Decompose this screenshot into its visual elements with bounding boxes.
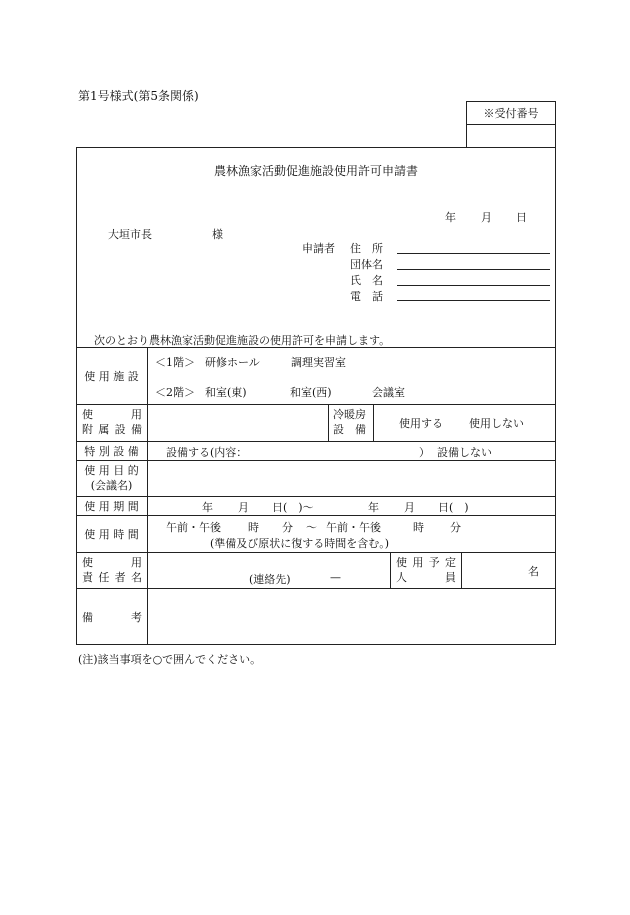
facility-option[interactable]: 研修ホール (205, 356, 260, 369)
equipment-divider (373, 404, 374, 441)
people-unit: 名 (528, 565, 539, 578)
period-month2: 月 (404, 501, 415, 514)
period-label: 使 用 期 間 (84, 499, 139, 513)
footnote: (注)該当事項を○で囲んでください。 (78, 653, 262, 666)
applicant-phone-label: 電 話 (350, 290, 383, 303)
responsible-label-line2: 責 任 者 名 (82, 571, 142, 584)
equipment-field[interactable] (148, 405, 327, 440)
equipment-label-line1: 使 用 (82, 408, 142, 421)
row-divider (76, 441, 556, 442)
addressee-honorific: 様 (212, 228, 223, 241)
remarks-field[interactable] (148, 589, 555, 644)
period-month1: 月 (238, 501, 249, 514)
row-divider (76, 347, 556, 348)
period-day2: 日( ) (438, 501, 469, 514)
applicant-organization-label: 団体名 (350, 258, 383, 271)
applicant-address-field[interactable] (397, 253, 550, 254)
responsible-divider (390, 552, 391, 588)
facility-label: 使 用 施 設 (84, 369, 139, 383)
people-count-field[interactable] (462, 553, 555, 587)
facility-option[interactable]: 和室(西) (290, 386, 332, 399)
floor1-label: ＜1階＞ (155, 356, 195, 369)
applicant-label: 申請者 (302, 242, 335, 255)
applicant-organization-field[interactable] (397, 269, 550, 270)
form-title: 農林漁家活動促進施設使用許可申請書 (213, 164, 418, 178)
date-month: 月 (481, 211, 492, 224)
applicant-name-label: 氏 名 (350, 274, 383, 287)
ac-not-use-option[interactable]: 使用しない (469, 417, 524, 430)
equipment-divider (328, 404, 329, 441)
time-min-end: 分 (450, 521, 461, 534)
purpose-label-line1: 使 用 目 的 (84, 464, 139, 477)
form-number: 第1号様式(第5条関係) (78, 89, 199, 103)
applicant-name-field[interactable] (397, 285, 550, 286)
special-close-paren: ） (419, 446, 430, 459)
special-install-option[interactable]: 設備する(内容： (166, 446, 248, 459)
intro-text: 次のとおり農林漁家活動促進施設の使用許可を申請します。 (94, 334, 391, 347)
period-year2: 年 (368, 501, 379, 514)
special-no-install-option[interactable]: 設備しない (437, 446, 492, 459)
time-label: 使 用 時 間 (84, 527, 139, 541)
receipt-number-label: ※受付番号 (483, 106, 539, 120)
row-divider (76, 515, 556, 516)
special-label: 特 別 設 備 (84, 444, 139, 458)
equipment-label-line2: 附 属 設 備 (82, 423, 142, 436)
facility-option[interactable]: 会議室 (372, 386, 405, 399)
remarks-label: 備 考 (82, 611, 142, 624)
addressee-name: 大垣市長 (108, 228, 152, 241)
facility-option[interactable]: 和室(東) (205, 386, 247, 399)
row-divider (76, 496, 556, 497)
applicant-address-label: 住 所 (350, 242, 383, 255)
date-year: 年 (445, 211, 456, 224)
time-hour-end: 時 (413, 521, 424, 534)
people-label-line1: 使用予定 (396, 556, 456, 569)
date-day: 日 (516, 211, 527, 224)
time-tilde: ～ (306, 521, 317, 534)
applicant-phone-field[interactable] (397, 300, 550, 301)
time-hour-start: 時 (248, 521, 259, 534)
time-note: (準備及び原状に復する時間を含む。) (210, 537, 390, 550)
responsible-contact-label: (連絡先) (249, 573, 291, 586)
period-year1: 年 (202, 501, 213, 514)
ac-label-line2: 設 備 (333, 423, 366, 436)
receipt-number-field[interactable] (467, 125, 555, 147)
ac-label-line1: 冷暖房 (333, 408, 366, 421)
people-label-line2: 人 員 (396, 571, 456, 584)
facility-option[interactable]: 調理実習室 (291, 356, 346, 369)
time-min-start: 分 (282, 521, 293, 534)
responsible-label-line1: 使 用 (82, 556, 142, 569)
purpose-field[interactable] (148, 461, 555, 495)
time-ampm-end[interactable]: 午前・午後 (326, 521, 381, 534)
purpose-label-line2: (会議名) (90, 479, 133, 492)
ac-use-option[interactable]: 使用する (399, 417, 443, 430)
responsible-contact-dash: — (330, 571, 341, 584)
period-day1: 日( )～ (272, 501, 314, 514)
floor2-label: ＜2階＞ (155, 386, 195, 399)
time-ampm-start[interactable]: 午前・午後 (166, 521, 221, 534)
